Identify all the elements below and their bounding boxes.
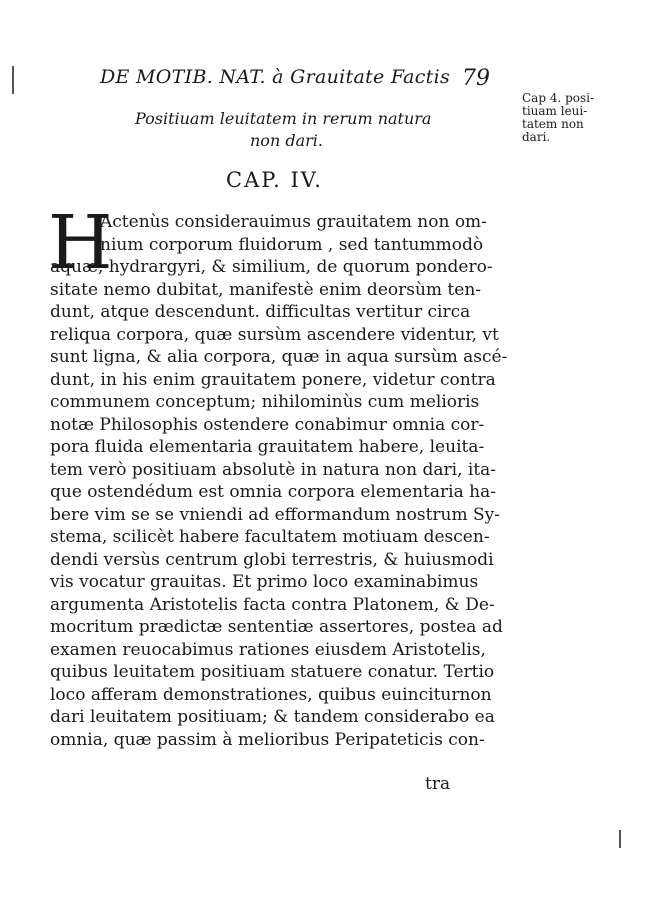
text-line: stema, scilicèt habere facultatem motiuam descen- <box>50 527 490 547</box>
chapter-summary-line: Positiuam leuitatem in rerum natura <box>135 109 432 128</box>
text-line: quibus leuitatem positiuam statuere conatur. Tertio <box>50 662 495 682</box>
text-line: notæ Philosophis ostendere conabimur omnia cor- <box>50 414 485 435</box>
text-line: communem conceptum; nihilominùs cum melioris <box>50 392 480 412</box>
text-line: tem verò positiuam absolutè in natura non dari, ita- <box>50 459 497 480</box>
text-line: dunt, atque descendunt. difficultas vertitur circa <box>50 302 471 322</box>
marginal-note-line: dari. <box>522 130 551 144</box>
text-line: dunt, in his enim grauitatem ponere, videtur contra <box>50 369 496 390</box>
text-line: argumenta Aristotelis facta contra Platonem, & De- <box>50 594 495 615</box>
text-line: mocritum prædictæ sententiæ assertores, postea ad <box>50 617 503 637</box>
catchword: tra <box>425 774 451 794</box>
text-line: sitate nemo dubitat, manifestè enim deorsùm ten- <box>50 279 482 300</box>
text-line: aquæ, hydrargyri, & similium, de quorum pondero- <box>50 257 493 277</box>
text-line: bere vim se se vniendi ad efformandum nostrum Sy- <box>50 504 501 525</box>
marginal-note-line: Cap 4. posi- <box>522 91 595 105</box>
drop-cap-initial: H <box>48 200 113 286</box>
text-line: pora fluida elementaria grauitatem habere, leuita- <box>50 437 485 457</box>
marginal-note-line: tatem non <box>522 117 584 131</box>
text-line: loco afferam demonstrationes, quibus euinciturnon <box>50 684 492 705</box>
chapter-summary-line: non dari. <box>250 131 323 150</box>
text-line: Actenùs considerauimus grauitatem non om- <box>100 212 487 232</box>
marginal-note-line: tiuam leui- <box>522 104 588 118</box>
text-line: dendi versùs centrum globi terrestris, & huiusmodi <box>50 549 494 570</box>
text-line: examen reuocabimus rationes eiusdem Aristotelis, <box>50 639 486 660</box>
text-line: vis vocatur grauitas. Et primo loco examinabimus <box>50 572 479 592</box>
chapter-summary <box>100 108 450 152</box>
chapter-title: CAP. IV. <box>226 168 323 192</box>
text-line: nium corporum fluidorum , sed tantummodò <box>100 234 484 255</box>
page-number: 79 <box>462 66 490 91</box>
text-line: reliqua corpora, quæ sursùm ascendere videntur, vt <box>50 324 499 345</box>
text-line: omnia, quæ passim à melioribus Peripateticis con- <box>50 729 485 750</box>
body-text <box>50 211 520 751</box>
marginal-note <box>522 92 632 144</box>
scan-edge-mark <box>619 830 621 848</box>
text-line: que ostendédum est omnia corpora elementaria ha- <box>50 482 496 502</box>
running-title: DE MOTIB. NAT. à Grauitate Factis <box>100 66 451 88</box>
text-line: sunt ligna, & alia corpora, quæ in aqua sursùm ascé- <box>50 347 508 367</box>
text-line: dari leuitatem positiuam; & tandem considerabo ea <box>50 707 495 727</box>
scan-edge-mark <box>12 66 14 94</box>
